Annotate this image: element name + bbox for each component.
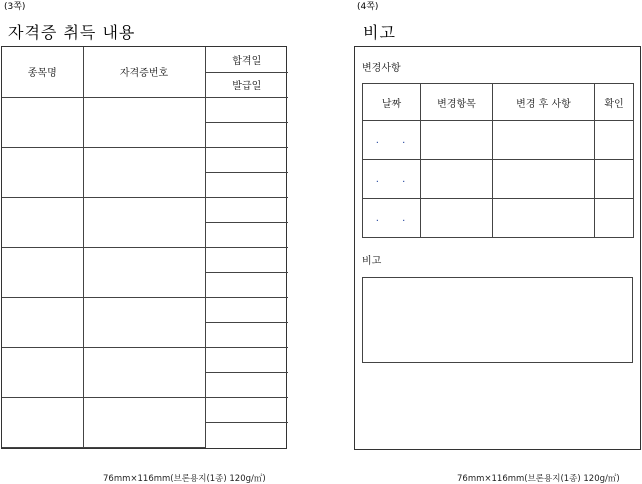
notes-label: 비고 [362, 256, 382, 267]
cell-item-name[interactable] [2, 397, 83, 447]
cell-cert-number[interactable] [83, 247, 205, 297]
header-item-name: 종목명 [2, 47, 83, 97]
certificate-table-panel [1, 46, 287, 449]
cell-after-change[interactable] [493, 121, 595, 160]
left-page-number: (3쪽) [4, 2, 26, 12]
cell-issue-date[interactable] [205, 122, 288, 147]
cell-after-change[interactable] [493, 160, 595, 199]
cell-cert-number[interactable] [83, 297, 205, 347]
cell-issue-date[interactable] [205, 222, 288, 247]
changes-label: 변경사항 [362, 63, 401, 74]
cell-changed-item[interactable] [421, 121, 493, 160]
cell-confirm[interactable] [595, 121, 634, 160]
cell-cert-number[interactable] [83, 197, 205, 247]
cell-item-name[interactable] [2, 297, 83, 347]
cell-confirm[interactable] [595, 199, 634, 238]
cell-confirm[interactable] [595, 160, 634, 199]
cell-after-change[interactable] [493, 199, 595, 238]
cell-issue-date[interactable] [205, 422, 288, 447]
notes-textbox[interactable] [362, 277, 633, 363]
header-pass-date: 합격일 [205, 47, 288, 72]
cell-cert-number[interactable] [83, 397, 205, 447]
cell-pass-date[interactable] [205, 147, 288, 172]
cell-issue-date[interactable] [205, 172, 288, 197]
cell-issue-date[interactable] [205, 372, 288, 397]
cell-cert-number[interactable] [83, 147, 205, 197]
changes-table [362, 83, 634, 238]
header-date: 날짜 [363, 84, 421, 121]
header-confirm: 확인 [595, 84, 634, 121]
left-page-footer: 76mm×116mm(브론용지(1종) 120g/㎡) [103, 474, 266, 484]
cell-pass-date[interactable] [205, 297, 288, 322]
cell-cert-number[interactable] [83, 347, 205, 397]
cell-changed-item[interactable] [421, 199, 493, 238]
cell-pass-date[interactable] [205, 397, 288, 422]
cell-date[interactable]: . . [363, 160, 421, 199]
cell-changed-item[interactable] [421, 160, 493, 199]
cell-issue-date[interactable] [205, 322, 288, 347]
right-page-title: 비고 [363, 23, 396, 42]
cell-pass-date[interactable] [205, 197, 288, 222]
header-changed-item: 변경항목 [421, 84, 493, 121]
cell-item-name[interactable] [2, 347, 83, 397]
cell-item-name[interactable] [2, 147, 83, 197]
cell-pass-date[interactable] [205, 97, 288, 122]
certificate-table [2, 47, 288, 448]
cell-item-name[interactable] [2, 247, 83, 297]
cell-date[interactable]: . . [363, 199, 421, 238]
cell-date[interactable]: . . [363, 121, 421, 160]
cell-cert-number[interactable] [83, 97, 205, 147]
left-page-title: 자격증 취득 내용 [8, 23, 136, 42]
cell-issue-date[interactable] [205, 272, 288, 297]
cell-pass-date[interactable] [205, 347, 288, 372]
cell-pass-date[interactable] [205, 247, 288, 272]
cell-item-name[interactable] [2, 197, 83, 247]
header-after-change: 변경 후 사항 [493, 84, 595, 121]
cell-item-name[interactable] [2, 97, 83, 147]
right-page-number: (4쪽) [357, 2, 379, 12]
right-page-footer: 76mm×116mm(브론용지(1종) 120g/㎡) [457, 474, 620, 484]
header-issue-date: 발급일 [205, 72, 288, 97]
header-cert-number: 자격증번호 [83, 47, 205, 97]
